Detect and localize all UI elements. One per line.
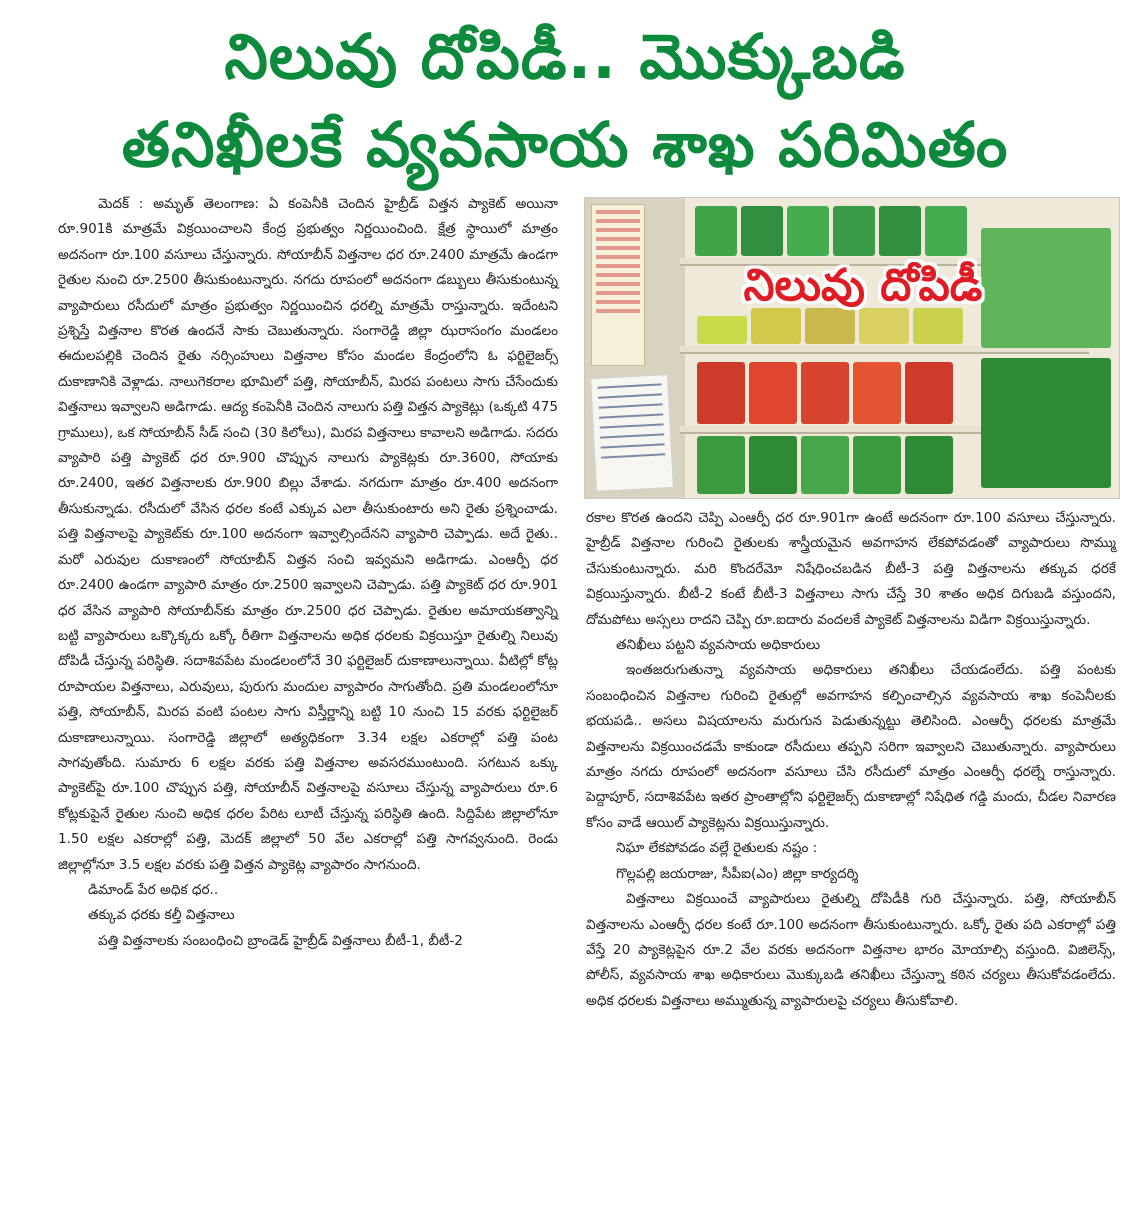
seed-packet xyxy=(697,362,745,424)
article-paragraph: ఇంతజరుగుతున్నా వ్యవసాయ అధికారులు తనిఖీలు చేయడంలేదు. పత్తి పంటకు సంబంధించిన విత్తనాల గురించి రైతుల్లో అవగాహన కల్పించాల్సిన వ్యవసాయ శాఖ కంపెనీలకు భయపడి.. అసలు విషయాలను మరుగున పెడుతున్నట్టు తెలిసింది. ఎంఆర్పీ ధరలకు మాత్రమే విత్తనాలను విక్రయించడమే కాకుండా రసీదులు తప్పని సరిగా ఇవ్వాలని చెబుతున్నారు. వ్యాపారులు మాత్రం నగదు రూపంలో అదనంగా వసూలు చేసి రసీదులో మాత్రం ఎంఆర్పీ ధరల్నే రాస్తున్నారు. పెద్దాపూర్, సదాశివపేట ఇతర ప్రాంతాల్లోని ఫర్టిలైజర్స్ దుకాణాల్లో నిషేధిత గడ్డి మందు, చీడల నివారణ కోసం వాడే ఆయిల్ ప్యాకెట్లను విక్రయిస్తున్నారు. xyxy=(586,662,1116,831)
article-paragraph: పత్తి విత్తనాలకు సంబంధించి బ్రాండెడ్ హైబ్రీడ్ విత్తనాలు బీటీ-1, బీటీ-2 xyxy=(98,932,463,949)
article-paragraph: రకాల కొరత ఉందని చెప్పి ఎంఆర్పీ ధర రూ.901గా ఉంటే అదనంగా రూ.100 వసూలు చేస్తున్నారు. హైబ్రీడ్ విత్తనాల గురించి రైతులకు శాస్త్రీయమైన అవగాహన లేకపోవడంతో వ్యాపారులు సొమ్ము చేసుకుంటున్నారు. మరి కొందరేమో నిషేధించబడిన బీటీ-3 పత్తి విత్తనాలను తక్కువ ధరకే విక్రయిస్తున్నారు. బీటీ-2 కంటే బీటీ-3 విత్తనాలు సాగు చేస్తే 30 శాతం అధిక దిగుబడి వస్తుందని, దోమపోటు అస్సలు రాదని చెప్పి రూ.ఐదారు వందలకే ప్యాకెట్ విత్తనాలను విడిగా విక్రయిస్తున్నారు. xyxy=(586,510,1116,628)
seed-packet xyxy=(749,436,797,494)
seed-packet xyxy=(749,362,797,424)
receipt-image xyxy=(590,374,674,492)
seed-packet xyxy=(925,206,967,256)
article-subheading: తక్కువ ధరకు కల్తీ విత్తనాలు xyxy=(88,907,235,924)
seed-packet xyxy=(905,362,953,424)
seed-packet xyxy=(695,206,737,256)
seed-packet xyxy=(741,206,783,256)
seed-packet xyxy=(697,316,747,344)
seed-packet xyxy=(879,206,921,256)
calendar-image xyxy=(591,204,645,366)
headline-line-2: తనిఖీలకే వ్యవసాయ శాఖ పరిమితం xyxy=(121,108,1009,181)
seed-packet xyxy=(853,436,901,494)
shop-photo xyxy=(584,197,1120,499)
article-subheading: డిమాండ్ పేర అధిక ధర.. xyxy=(88,881,219,898)
seed-packet xyxy=(787,206,829,256)
headline-line-1: నిలువు దోపిడీ.. మొక్కుబడి xyxy=(224,20,906,93)
article-subheading: నిఘా లేకపోవడం వల్లే రైతులకు నష్టం : xyxy=(616,840,818,857)
seed-packet xyxy=(981,358,1111,488)
article-left-column xyxy=(58,192,558,954)
article-right-column xyxy=(586,506,1116,1014)
seed-packet xyxy=(905,436,953,494)
seed-packet xyxy=(801,362,849,424)
seed-packet xyxy=(801,436,849,494)
article-paragraph: విత్తనాలు విక్రయించే వ్యాపారులు రైతుల్ని దోపిడీకి గురి చేస్తున్నారు. పత్తి, సోయాబీన్ విత్తనాలను ఎంఆర్పీ ధరల కంటే రూ.100 అదనంగా తీసుకుంటున్నారు. ఒక్కో రైతు పది ఎకరాల్లో పత్తి వేస్తే 20 ప్యాకెట్లపైన రూ.2 వేల వరకు అదనంగా విత్తనాల భారం మోయాల్సి వస్తుంది. విజిలెన్స్, పోలీస్, వ్యవసాయ శాఖ అధికారులు మొక్కుబడి తనిఖీలు చేస్తున్నా కఠిన చర్యలు తీసుకోవడంలేదు. అధిక ధరలకు విత్తనాలు అమ్ముతున్న వ్యాపారులపై చర్యలు తీసుకోవాలి. xyxy=(586,891,1116,1009)
seed-packet xyxy=(697,436,745,494)
article-subheading: గొల్లపల్లి జయరాజు, సీపీఐ(ఎం) జిల్లా కార్యదర్శి xyxy=(616,865,859,882)
article-paragraph: మెదక్ : అమృత్ తెలంగాణ: ఏ కంపెనీకి చెందిన హైబ్రీడ్ విత్తన ప్యాకెట్ అయినా రూ.901కి మాత్రమే విక్రయించాలని కేంద్ర ప్రభుత్వం నిర్ణయించింది. క్షేత్ర స్థాయిలో మాత్రం అదనంగా రూ.100 వసూలు చేస్తున్నారు. సోయాబీన్ విత్తనాల ధర రూ.2400 మాత్రమే ఉండగా రైతుల నుంచి రూ.2500 తీసుకుంటున్నారు. నగదు రూపంలో అదనంగా డబ్బులు తీసుకుంటున్న వ్యాపారులు రసీదులో మాత్రం ప్రభుత్వం నిర్ణయించిన ధరల్ని మాత్రమే రాస్తున్నారు. ఇదేంటని ప్రశ్నిస్తే విత్తనాల కొరత ఉందనే సాకు చెబుతున్నారు. సంగారెడ్డి జిల్లా ఝరాసంగం మండలం ఈదులపల్లికి చెందిన రైతు నర్సింహులు విత్తనాల కోసం మండల కేంద్రంలోని ఓ ఫర్టిలైజర్స్ దుకాణానికి వెళ్లాడు. నాలుగెకరాల భూమిలో పత్తి, సోయాబీన్, మిరప పంటలు సాగు చేసేందుకు విత్తనాలు ఇవ్వాలని అడిగాడు. ఆద్య కంపెనీకి చెందిన నాలుగు పత్తి విత్తన ప్యాకెట్లు (ఒక్కటి 475 గ్రాములు), ఒక సోయాబీన్ సీడ్ సంచి (30 కిలోలు), మిరప విత్తనాలు కావాలని అడిగాడు. సదరు వ్యాపారి పత్తి ప్యాకెట్ ధర రూ.900 చొప్పున నాలుగు ప్యాకెట్లకు రూ.3600, సోయాకు రూ.2400, ఇతర విత్తనాలకు రూ.900 బిల్లు వేశాడు. నగదుగా మాత్రం రూ.400 అదనంగా తీసుకున్నాడు. రసీదులో వేసిన ధరల కంటే ఎక్కువ ఎలా తీసుకుంటారు అని రైతు ప్రశ్నించాడు. పత్తి విత్తనాలపై ప్యాకెట్‌కు రూ.100 అదనంగా ఇవ్వాల్సిందేనని వ్యాపారి చెప్పాడు. అదే రైతు.. మరో ఎరువుల దుకాణంలో సోయాబీన్ విత్తన సంచి ఇవ్వమని అడిగాడు. ఎంఆర్పీ ధర రూ.2400 ఉండగా వ్యాపారి మాత్రం రూ.2500 ఇవ్వాలని చెప్పాడు. పత్తి ప్యాకెట్ ధర రూ.901 ధర వేసిన వ్యాపారి సోయాబీన్‌కు మాత్రం రూ.2500 ధర చెప్పాడు. రైతుల అమాయకత్వాన్ని బట్టి వ్యాపారులు ఒక్కొక్కరు ఒక్కో రీతిగా విత్తనాలను అధిక ధరలకు విక్రయిస్తూ రైతుల్ని నిలువు దోపిడీ చేస్తున్న పరిస్థితి. సదాశివపేట మండలంలోనే 30 ఫర్టిలైజర్ దుకాణాలున్నాయి. వీటిల్లో కోట్ల రూపాయల విత్తనాలు, ఎరువులు, పురుగు మందుల వ్యాపారం సాగుతోంది. ప్రతి మండలంలోనూ పత్తి, సోయాబీన్, మిరప వంటి పంటల సాగు విస్తీర్ణాన్ని బట్టి 10 నుంచి 15 వరకు ఫర్టిలైజర్ దుకాణాలున్నాయి. సంగారెడ్డి జిల్లాలో అత్యధికంగా 3.34 లక్షల ఎకరాల్లో పత్తి పంట సాగవుతోంది. సుమారు 6 లక్షల వరకు పత్తి విత్తనాల అవసరముంటుంది. సగటున ఒక్కు ప్యాకెట్‌పై రూ.100 చొప్పున పత్తి, సోయాబీన్ విత్తనాలపై వసూలు చేస్తున్న వ్యాపారులు రూ.6 కోట్లకుపైనే రైతుల నుంచి అధిక ధరల పేరిట లూటీ చేస్తున్న పరిస్థితి ఉంది. సిద్దిపేట జిల్లాలోనూ 1.50 లక్షల ఎకరాల్లో పత్తి, మెదక్ జిల్లాలో 50 వేల ఎకరాల్లో పత్తి సాగవ్వనుంది. రెండు జిల్లాల్లోనూ 3.5 లక్షల వరకు పత్తి విత్తన ప్యాకెట్ల వ్యాపారం సాగనుంది. xyxy=(58,196,558,873)
article-subheading: తనిఖీలు పట్టని వ్యవసాయ అధికారులు xyxy=(616,637,821,654)
seed-packet xyxy=(853,362,901,424)
photo-overlay-caption: నిలువు దోపిడీ xyxy=(743,260,983,311)
seed-packet xyxy=(833,206,875,256)
